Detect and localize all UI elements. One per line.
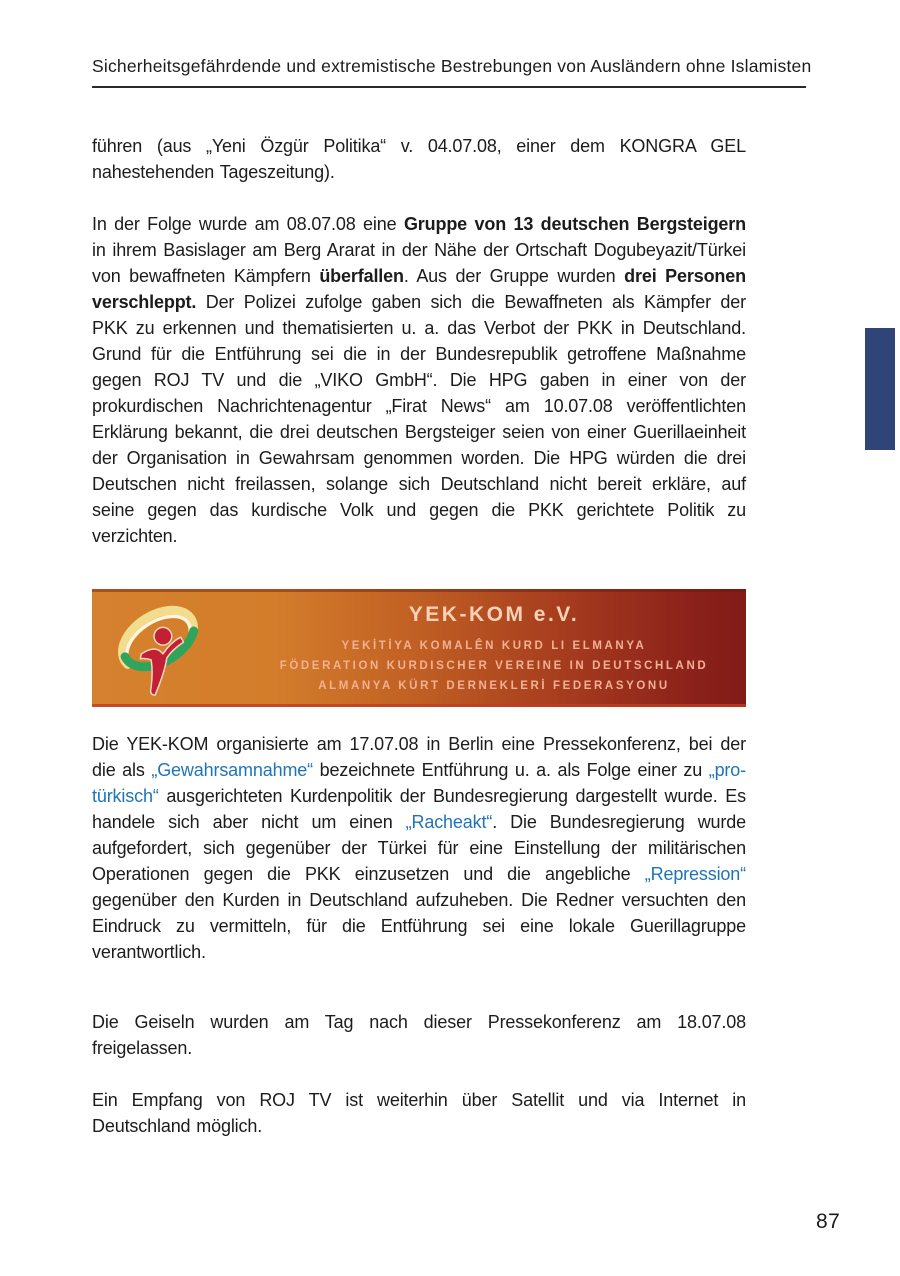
banner-subtitle-line3: ALMANYA KÜRT DERNEKLERİ FEDERASYONU [318,680,670,692]
text-run: Die YEK-KOM organisierte am 17.07.08 in Berlin eine Pressekonferenz, bei der die als [92,734,746,780]
banner-text-block [257,603,731,696]
text-run: bezeichnete Entführung u. a. als Folge einer zu [313,760,709,780]
quoted-term: „Repression“ [644,864,746,884]
text-run: in ihrem Basislager am Berg Ararat in der Nähe der Ortschaft Dogubeyazit/Türkei von bewaffneten Kämpfern [92,240,746,286]
paragraph [92,731,746,965]
yek-kom-logo-icon [100,593,218,705]
paragraph [92,133,746,185]
emphasized-text: überfallen [319,266,404,286]
text-run: ausgerichteten Kurdenpolitik der Bundesregierung dargestellt wurde. Es handele sich aber nicht um einen [92,786,746,832]
text-run: In der Folge wurde am 08.07.08 eine [92,214,404,234]
text-run: Der Polizei zufolge gaben sich die Bewaffneten als Kämpfer der PKK zu erkennen und thematisierten u. a. das Verbot der PKK in Deutschland. Grund für die Entführung sei die in der Bundesrepublik getroffene Maßnahme gegen ROJ TV und die „VIKO GmbH“. Die HPG gaben in einer von der prokurdischen Nachrichtenagentur „Firat News“ am 10.07.08 veröffentlichten Erklärung bekannt, die drei deutschen Bergsteiger seien von einer Guerillaeinheit der Organisation in Gewahrsam genommen worden. Die HPG würden die drei Deutschen nicht freilassen, solange sich Deutschland nicht bereit erkläre, auf seine gegen das kurdische Volk und gegen die PKK gerichtete Politik zu verzichten. [92,292,746,546]
page-number: 87 [816,1210,841,1233]
text-run: . Die Bundesregierung wurde aufgefordert, sich gegenüber der Türkei für eine Einstellung der militärischen Operationen gegen die PKK einzusetzen und die angebliche [92,812,746,884]
running-header: Sicherheitsgefährdende und extremistische Bestrebungen von Ausländern ohne Islamisten [92,56,806,88]
chapter-edge-tab [865,328,895,450]
paragraph [92,1009,746,1061]
yek-kom-banner [92,589,746,707]
banner-subtitle-line2: FÖDERATION KURDISCHER VEREINE IN DEUTSCHLAND [279,660,709,672]
quoted-term: „Gewahrsamnahme“ [151,760,314,780]
text-run: führen (aus „Yeni Özgür Politika“ v. 04.07.08, einer dem KONGRA GEL nahestehenden Tageszeitung). [92,136,746,182]
emphasized-text: Gruppe von 13 deutschen Bergsteigern [403,214,746,234]
text-run: Ein Empfang von ROJ TV ist weiterhin über Satellit und via Internet in Deutschland möglich. [92,1090,746,1136]
banner-title: YEK-KOM e.V. [408,603,580,626]
quoted-term: „pro-türkisch“ [92,760,746,806]
text-run: Die Geiseln wurden am Tag nach dieser Pressekonferenz am 18.07.08 freigelassen. [92,1012,746,1058]
paragraph [92,211,746,549]
emphasized-text: drei Personen verschleppt. [92,266,746,312]
text-run: gegenüber den Kurden in Deutschland aufzuheben. Die Redner versuchten den Eindruck zu vermitteln, für die Entführung sei eine lokale Guerillagruppe verantwortlich. [92,890,746,962]
paragraph [92,1087,746,1139]
banner-subtitle-line1: YEKİTİYA KOMALÊN KURD LI ELMANYA [341,640,647,652]
quoted-term: „Racheakt“ [405,812,493,832]
text-run: . Aus der Gruppe wurden [403,266,625,286]
figure-glyph [140,627,183,695]
